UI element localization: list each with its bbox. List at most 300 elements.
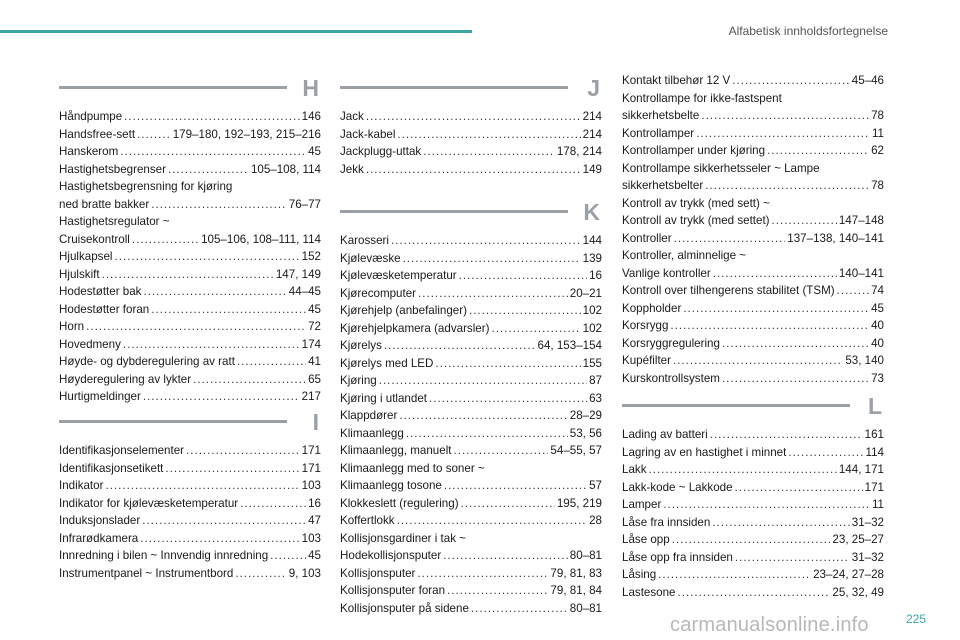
dot-leader	[143, 283, 286, 301]
index-term: Kjølevæske	[340, 251, 401, 265]
index-term: Høyderegulering av lykter	[59, 372, 192, 386]
index-term: Kollisjonsputer	[340, 566, 416, 580]
dot-leader	[366, 108, 581, 126]
page-reference: 73	[871, 371, 884, 385]
index-term: Kjøring	[340, 374, 377, 387]
dot-leader	[165, 460, 299, 478]
index-entry	[59, 318, 321, 336]
page-reference: 146	[301, 110, 321, 123]
page-reference: 9, 103	[288, 566, 321, 580]
page-reference: 144	[582, 234, 602, 247]
section-header	[59, 75, 321, 108]
index-term: Induksjonslader	[59, 514, 141, 527]
index-term: Kontrollamper	[622, 126, 695, 140]
index-term: Høyde- og dybderegulering av ratt	[59, 355, 235, 368]
page-reference: 16	[589, 269, 602, 282]
index-entry	[59, 512, 321, 530]
index-term: Lakk	[622, 463, 647, 476]
page-reference: 64, 153–154	[537, 339, 602, 352]
dot-leader	[670, 317, 869, 335]
page-reference: 171	[864, 480, 884, 494]
index-term: Lamper	[622, 498, 662, 511]
index-entry	[59, 126, 321, 144]
index-entry	[340, 143, 602, 161]
index-entry	[59, 266, 321, 284]
dot-leader	[444, 477, 587, 495]
dot-leader	[491, 320, 580, 338]
page-header-title: Alfabetisk innholdsfortegnelse	[728, 24, 888, 38]
index-term: Hodestøtter foran	[59, 302, 150, 316]
index-term: Innredning i bilen ~ Innvendig innredning	[59, 549, 269, 562]
page-reference: 114	[865, 445, 884, 459]
index-entry	[622, 212, 884, 230]
page-reference: 57	[589, 479, 602, 492]
index-entry-lead: Kontrollampe for ikke-fastspent	[622, 91, 782, 105]
index-entry-lead: Kontroller, alminnelige ~	[622, 249, 747, 262]
dot-leader	[471, 600, 568, 618]
index-entry	[59, 565, 321, 583]
index-entry-lead: Hastighetsbegrensning for kjøring	[59, 180, 233, 193]
page-reference: 23, 25–27	[832, 533, 884, 546]
index-term: Identifikasjonselementer	[59, 444, 185, 457]
index-term: ned bratte bakker	[59, 197, 150, 211]
page-reference: 74	[871, 284, 884, 297]
index-term: Lagring av en hastighet i minnet	[622, 445, 787, 459]
index-entry	[59, 442, 321, 460]
page-reference: 144, 171	[838, 463, 884, 476]
index-entry	[622, 265, 884, 283]
section-divider	[622, 404, 850, 407]
index-term: Lakk-kode ~ Lakkode	[622, 480, 733, 494]
page-reference: 171	[301, 461, 321, 475]
page-reference: 63	[589, 391, 602, 405]
page-reference: 137–138, 140–141	[787, 231, 884, 245]
dot-leader	[270, 547, 306, 565]
index-entry	[622, 549, 884, 567]
entry-list	[622, 72, 884, 387]
index-entry	[340, 250, 602, 268]
index-entry	[622, 584, 884, 602]
dot-leader	[123, 336, 300, 354]
dot-leader	[237, 353, 306, 371]
page-reference: 102	[582, 321, 602, 335]
dot-leader	[788, 444, 863, 462]
dot-leader	[710, 426, 863, 444]
page-reference: 16	[308, 496, 321, 510]
dot-leader	[674, 230, 786, 248]
entry-list	[59, 442, 321, 582]
index-term: Jack	[340, 110, 364, 123]
dot-leader	[461, 495, 555, 513]
section-letter: I	[312, 409, 319, 435]
dot-leader	[683, 300, 869, 318]
dot-leader	[240, 495, 306, 513]
dot-leader	[379, 372, 587, 390]
index-entry	[622, 107, 884, 125]
page-reference: 103	[301, 531, 321, 545]
page-reference: 31–32	[851, 515, 884, 529]
dot-leader	[772, 212, 837, 230]
page-reference: 45–46	[851, 74, 884, 87]
index-term: Hodekollisjonsputer	[340, 549, 442, 562]
index-entry	[59, 143, 321, 161]
dot-leader	[186, 442, 300, 460]
page-reference: 45	[308, 145, 321, 158]
index-entry	[340, 512, 602, 530]
dot-leader	[391, 232, 581, 250]
dot-leader	[418, 285, 568, 303]
page-reference: 79, 81, 84	[550, 584, 602, 597]
section-h	[59, 75, 321, 406]
entry-list	[340, 232, 602, 617]
index-entry	[340, 126, 602, 144]
dot-leader	[735, 479, 863, 497]
dot-leader	[132, 231, 199, 249]
index-term: Horn	[59, 320, 85, 333]
dot-leader	[649, 461, 837, 479]
index-term: Kollisjonsputer foran	[340, 584, 446, 597]
index-entry	[340, 425, 602, 443]
page-reference: 155	[582, 356, 602, 370]
index-term: Koppholder	[622, 301, 682, 315]
index-entry-lead: Hastighetsregulator ~	[59, 215, 170, 228]
index-term: Hjulskift	[59, 267, 100, 281]
section-j	[340, 75, 602, 178]
section-header	[340, 75, 602, 108]
page-reference: 44–45	[288, 285, 321, 298]
index-term: Kjølevæsketemperatur	[340, 269, 457, 282]
dot-leader	[696, 125, 870, 143]
dot-leader	[712, 514, 849, 532]
index-entry	[340, 390, 602, 408]
index-entry	[622, 317, 884, 335]
index-entry	[340, 302, 602, 320]
page-reference: 171	[301, 444, 321, 457]
index-entry	[340, 355, 602, 373]
index-entry	[340, 337, 602, 355]
index-entry	[340, 108, 602, 126]
index-term: Jekk	[340, 162, 364, 176]
dot-leader	[151, 196, 287, 214]
section-divider	[340, 210, 568, 213]
index-term: Lading av batteri	[622, 428, 708, 441]
page-reference: 45	[308, 302, 321, 316]
section-letter: K	[583, 199, 600, 225]
index-entry-lead: Kontroll av trykk (med sett) ~	[622, 196, 770, 210]
index-term: Kontakt tilbehør 12 V	[622, 74, 731, 87]
index-entry	[340, 477, 602, 495]
index-term: Klappdører	[340, 409, 398, 422]
dot-leader	[102, 266, 274, 284]
index-entry	[622, 426, 884, 444]
dot-leader	[735, 549, 850, 567]
index-entry	[340, 495, 602, 513]
index-entry	[59, 231, 321, 249]
index-term: Hodestøtter bak	[59, 285, 142, 298]
index-term: Kjørecomputer	[340, 286, 417, 300]
dot-leader	[235, 565, 286, 583]
page-reference: 47	[308, 514, 321, 527]
dot-leader	[366, 161, 581, 179]
page-reference: 80–81	[569, 601, 602, 615]
index-entry	[340, 407, 602, 425]
entry-list	[340, 108, 602, 178]
index-term: Kjørehjelp (anbefalinger)	[340, 304, 467, 317]
dot-leader	[151, 301, 306, 319]
index-entry	[340, 267, 602, 285]
index-term: Cruisekontroll	[59, 232, 130, 246]
page-reference: 28	[589, 514, 602, 527]
index-term: Infrarødkamera	[59, 531, 139, 545]
page-reference: 78	[871, 179, 884, 192]
index-term: Handsfree-sett	[59, 127, 136, 141]
section-divider	[59, 420, 287, 423]
dot-leader	[447, 582, 548, 600]
page-reference: 139	[582, 251, 602, 265]
index-term: Hanskerom	[59, 145, 119, 158]
index-entry	[622, 370, 884, 388]
page-reference: 140–141	[838, 266, 884, 280]
index-entry	[622, 72, 884, 90]
dot-leader	[672, 531, 831, 549]
page-reference: 214	[582, 127, 602, 141]
index-term: Klimaanlegg, manuelt	[340, 444, 452, 457]
index-entry	[340, 320, 602, 338]
section-divider	[340, 86, 568, 89]
index-term: Klimaanlegg tosone	[340, 479, 442, 492]
watermark: carmanualsonline.info	[670, 614, 869, 636]
section-l	[622, 393, 884, 601]
index-entry	[340, 582, 602, 600]
index-term: Kontrollamper under kjøring	[622, 144, 766, 157]
page-reference: 41	[308, 355, 321, 368]
index-entry	[340, 232, 602, 250]
index-entry	[59, 248, 321, 266]
index-term: Jackplugg-uttak	[340, 145, 422, 158]
dot-leader	[399, 407, 567, 425]
index-entry	[59, 460, 321, 478]
index-entry	[340, 565, 602, 583]
dot-leader	[168, 161, 249, 179]
dot-leader	[663, 496, 870, 514]
dot-leader	[722, 335, 869, 353]
dot-leader	[673, 352, 843, 370]
index-term: Låsing	[622, 568, 657, 581]
index-entry	[59, 547, 321, 565]
index-term: Kjørelys med LED	[340, 356, 434, 370]
dot-leader	[397, 512, 588, 530]
index-entry	[622, 514, 884, 532]
index-term: Indikator	[59, 479, 104, 492]
index-term: Hovedmeny	[59, 337, 121, 351]
index-entry	[622, 496, 884, 514]
index-term: Kontroll over tilhengerens stabilitet (TSM)	[622, 284, 835, 297]
section-k	[340, 199, 602, 617]
index-entry	[59, 353, 321, 371]
section-i	[59, 409, 321, 582]
index-term: Hurtigmeldinger	[59, 390, 141, 403]
page-reference: 161	[864, 428, 884, 441]
index-entry	[59, 161, 321, 179]
dot-leader	[137, 126, 171, 144]
page-reference: 28–29	[569, 409, 602, 422]
section-header	[59, 409, 321, 442]
page-reference: 65	[308, 372, 321, 386]
index-term: Jack-kabel	[340, 127, 396, 141]
page-reference: 40	[871, 336, 884, 350]
dot-leader	[459, 267, 587, 285]
page-reference: 79, 81, 83	[550, 566, 602, 580]
index-entry	[340, 600, 602, 618]
page-reference: 105–108, 114	[250, 162, 321, 176]
dot-leader	[443, 547, 568, 565]
page-reference: 53, 140	[845, 354, 884, 367]
index-term: Indikator for kjølevæsketemperatur	[59, 496, 239, 510]
page-reference: 80–81	[569, 549, 602, 562]
index-entry	[622, 335, 884, 353]
index-term: Klokkeslett (regulering)	[340, 496, 459, 510]
index-term: Instrumentpanel ~ Instrumentbord	[59, 566, 234, 580]
page-reference: 11	[871, 126, 884, 140]
index-entry	[59, 283, 321, 301]
page-reference: 54–55, 57	[550, 444, 602, 457]
dot-leader	[143, 388, 300, 406]
page-reference: 214	[582, 110, 602, 123]
dot-leader	[705, 177, 869, 195]
dot-leader	[429, 390, 587, 408]
dot-leader	[142, 512, 306, 530]
index-term: Klimaanlegg	[340, 426, 404, 440]
dot-leader	[140, 530, 299, 548]
page-reference: 178, 214	[556, 145, 602, 158]
dot-leader	[384, 337, 536, 355]
dot-leader	[837, 282, 869, 300]
page-number: 225	[905, 612, 926, 626]
index-term: Låse opp fra innsiden	[622, 550, 733, 564]
page-reference: 105–106, 108–111, 114	[201, 232, 321, 246]
dot-leader	[454, 442, 549, 460]
index-entry-lead: Kontrollampe sikkerhetsseler ~ Lampe	[622, 161, 820, 175]
index-entry	[622, 352, 884, 370]
index-entry	[59, 477, 321, 495]
index-entry	[622, 566, 884, 584]
index-entry	[59, 336, 321, 354]
dot-leader	[105, 477, 299, 495]
page-reference: 217	[301, 390, 321, 403]
index-term: Låse opp	[622, 533, 670, 546]
index-entry	[622, 282, 884, 300]
page-reference: 152	[301, 250, 321, 263]
entry-list	[59, 108, 321, 406]
page-reference: 25, 32, 49	[832, 585, 884, 599]
index-term: Vanlige kontroller	[622, 266, 711, 280]
page-reference: 53, 56	[569, 426, 602, 440]
page-reference: 62	[871, 144, 884, 157]
index-entry	[622, 125, 884, 143]
index-term: Hastighetsbegrenser	[59, 162, 166, 176]
index-term: Låse fra innsiden	[622, 515, 711, 529]
page-reference: 72	[308, 320, 321, 333]
section-k-continued	[622, 72, 884, 387]
page-reference: 179–180, 192–193, 215–216	[172, 127, 321, 141]
section-letter: L	[867, 393, 882, 419]
index-entry	[340, 285, 602, 303]
dot-leader	[658, 566, 811, 584]
index-term: Håndpumpe	[59, 110, 123, 123]
page-reference: 40	[871, 319, 884, 332]
index-term: Kontroller	[622, 231, 672, 245]
page-reference: 31–32	[851, 550, 884, 564]
index-entry	[59, 388, 321, 406]
dot-leader	[120, 143, 306, 161]
dot-leader	[86, 318, 306, 336]
page-reference: 11	[871, 498, 884, 511]
page-reference: 103	[301, 479, 321, 492]
index-entry	[622, 177, 884, 195]
index-entry	[59, 301, 321, 319]
index-term: sikkerhetsbelte	[622, 109, 700, 122]
entry-list	[622, 426, 884, 601]
index-term: Kurskontrollsystem	[622, 371, 720, 385]
index-entry	[622, 461, 884, 479]
dot-leader	[678, 584, 831, 602]
index-entry	[340, 547, 602, 565]
index-entry	[622, 444, 884, 462]
index-entry	[340, 372, 602, 390]
dot-leader	[406, 425, 568, 443]
dot-leader	[732, 72, 849, 90]
page-reference: 195, 219	[556, 496, 602, 510]
section-header	[622, 393, 884, 426]
page-reference: 20–21	[569, 286, 602, 300]
dot-leader	[469, 302, 581, 320]
page-reference: 76–77	[288, 197, 321, 211]
index-entry	[622, 300, 884, 318]
page-reference: 45	[308, 549, 321, 562]
index-term: Lastesone	[622, 585, 676, 599]
header-accent-bar	[0, 30, 472, 33]
index-entry	[622, 142, 884, 160]
index-term: Karosseri	[340, 234, 389, 247]
index-entry	[59, 371, 321, 389]
index-entry	[622, 531, 884, 549]
index-term: Kontroll av trykk (med settet)	[622, 214, 770, 227]
index-term: Kjørelys	[340, 339, 382, 352]
index-entry	[340, 161, 602, 179]
index-entry-lead: Klimaanlegg med to soner ~	[340, 461, 485, 475]
index-entry	[340, 442, 602, 460]
index-entry	[622, 230, 884, 248]
index-term: Kollisjonsputer på sidene	[340, 601, 469, 615]
index-term: Kjørehjelpkamera (advarsler)	[340, 321, 490, 335]
index-term: Hjulkapsel	[59, 250, 113, 263]
index-entry	[59, 196, 321, 214]
index-term: Identifikasjonsetikett	[59, 461, 164, 475]
dot-leader	[417, 565, 548, 583]
dot-leader	[423, 143, 555, 161]
page-reference: 147–148	[838, 214, 884, 227]
index-term: Korsryggregulering	[622, 336, 720, 350]
dot-leader	[115, 248, 300, 266]
index-term: sikkerhetsbelter	[622, 179, 704, 192]
page-reference: 102	[582, 304, 602, 317]
section-header	[340, 199, 602, 232]
index-entry	[622, 479, 884, 497]
index-term: Kjøring i utlandet	[340, 391, 427, 405]
index-entry-lead: Kollisjonsgardiner i tak ~	[340, 531, 466, 545]
dot-leader	[435, 355, 580, 373]
page-reference: 87	[589, 374, 602, 387]
